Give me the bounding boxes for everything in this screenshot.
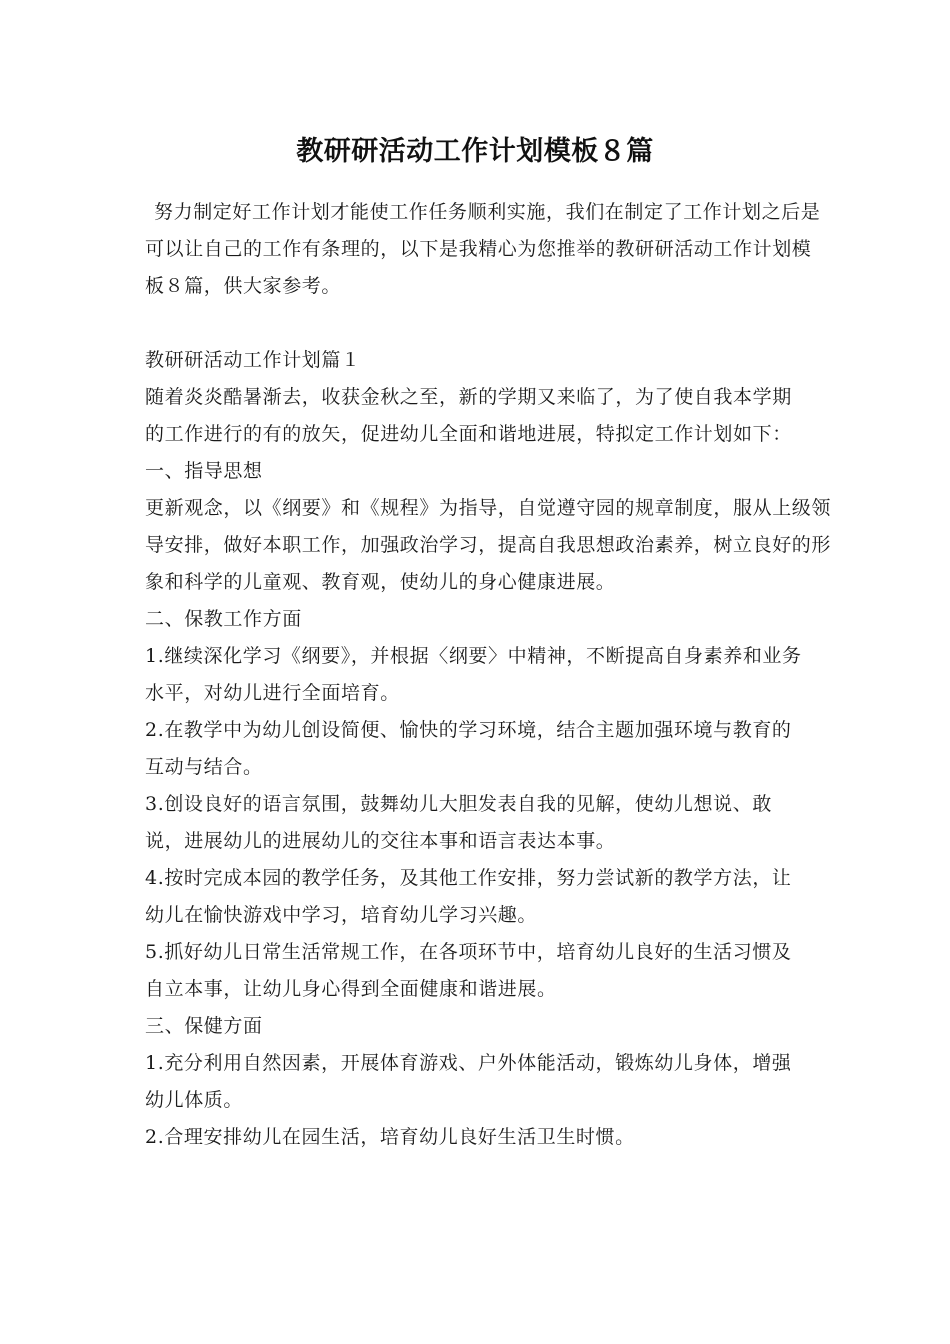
list-item: 4.按时完成本园的教学任务，及其他工作安排，努力尝试新的教学方法，让幼儿在愉快游戏中学习，培育幼儿学习兴趣。 (145, 867, 792, 926)
intro-paragraph (145, 194, 821, 305)
section-heading: 二、保教工作方面 (145, 608, 302, 630)
list-item: 2.在教学中为幼儿创设简便、愉快的学习环境，结合主题加强环境与教育的互动与结合。 (145, 719, 792, 778)
body-paragraph: 随着炎炎酷暑渐去，收获金秋之至，新的学期又来临了，为了使自我本学期的工作进行的有的放矢，促进幼儿全面和谐地进展，特拟定工作计划如下： (145, 386, 792, 445)
list-item: 3.创设良好的语言氛围，鼓舞幼儿大胆发表自我的见解，使幼儿想说、敢说，进展幼儿的进展幼儿的交往本事和语言表达本事。 (145, 793, 772, 852)
document-title: 教研研活动工作计划模板８篇 (296, 136, 654, 167)
list-item: 2.合理安排幼儿在园生活，培育幼儿良好生活卫生时惯。 (145, 1126, 635, 1148)
document-body (145, 342, 835, 1156)
section-heading: 教研研活动工作计划篇１ (145, 349, 361, 371)
body-paragraph: 更新观念，以《纲要》和《规程》为指导，自觉遵守园的规章制度，服从上级领导安排，做好本职工作，加强政治学习，提高自我思想政治素养，树立良好的形象和科学的儿童观、教育观，使幼儿的身心健康进展。 (145, 497, 832, 593)
list-item: 1.继续深化学习《纲要》，并根据〈纲要〉中精神，不断提高自身素养和业务水平，对幼儿进行全面培育。 (145, 645, 802, 704)
list-item: 5.抓好幼儿日常生活常规工作，在各项环节中，培育幼儿良好的生活习惯及自立本事，让幼儿身心得到全面健康和谐进展。 (145, 941, 792, 1000)
list-item: 1.充分利用自然因素，开展体育游戏、户外体能活动，锻炼幼儿身体，增强幼儿体质。 (145, 1052, 792, 1111)
section-heading: 三、保健方面 (145, 1015, 263, 1037)
intro-text: 努力制定好工作计划才能使工作任务顺利实施，我们在制定了工作计划之后是可以让自己的工作有条理的，以下是我精心为您推举的教研研活动工作计划模板８篇，供大家参考。 (145, 201, 821, 297)
section-heading: 一、指导思想 (145, 460, 263, 482)
